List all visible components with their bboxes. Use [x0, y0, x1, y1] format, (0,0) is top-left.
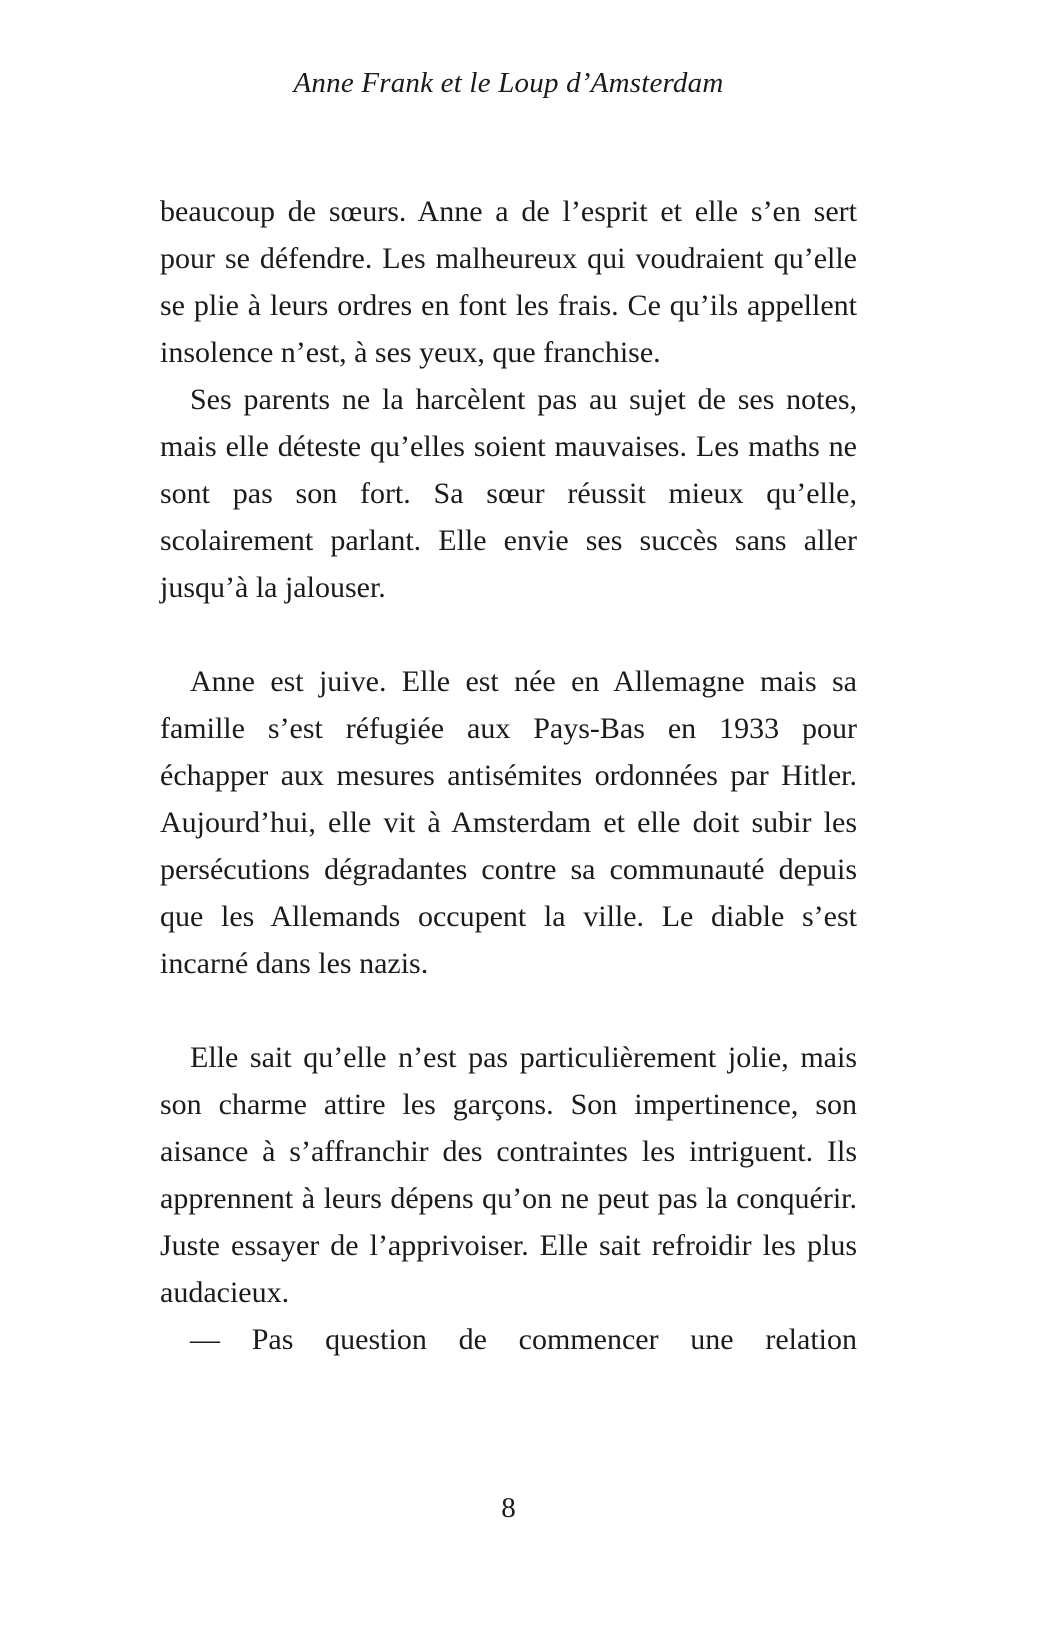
paragraph: Anne est juive. Elle est née en Allemagne mais sa famille s’est réfugiée aux Pays-Bas en 1933 pour échapper aux mesures antisémites ordonnées par Hitler. Aujourd’hui, elle vit à Amsterdam et elle doit subir les persécutions dégradantes contre sa communauté depuis que les Allemands occupent la ville. Le diable s’est incarné dans les nazis. — [160, 665, 857, 980]
paragraph: Elle sait qu’elle n’est pas particulièrement jolie, mais son charme attire les garçons. Son impertinence, son aisance à s’affranchir des contraintes les intriguent. Ils apprennent à leurs dépens qu’on ne peut pas la conquérir. Juste essayer de l’apprivoiser. Elle sait refroidir les plus audacieux. — [160, 1041, 857, 1309]
running-title: Anne Frank et le Loup d’Amsterdam — [293, 67, 724, 99]
page-content — [160, 0, 857, 1363]
paragraph: Ses parents ne la harcèlent pas au sujet de ses notes, mais elle déteste qu’elles soient mauvaises. Les maths ne sont pas son fort. Sa sœur réussit mieux qu’elle, scolairement parlant. Elle envie ses succès sans aller jusqu’à la jalouser. — [160, 383, 857, 604]
page-number: 8 — [501, 1492, 516, 1524]
body-text — [160, 188, 857, 1363]
paragraph: beaucoup de sœurs. Anne a de l’esprit et elle s’en sert pour se défendre. Les malheureux qui voudraient qu’elle se plie à leurs ordres en font les frais. Ce qu’ils appellent insolence n’est, à ses yeux, que franchise. — [160, 195, 857, 369]
paragraph-dialogue: — Pas question de commencer une relation — [190, 1323, 857, 1356]
